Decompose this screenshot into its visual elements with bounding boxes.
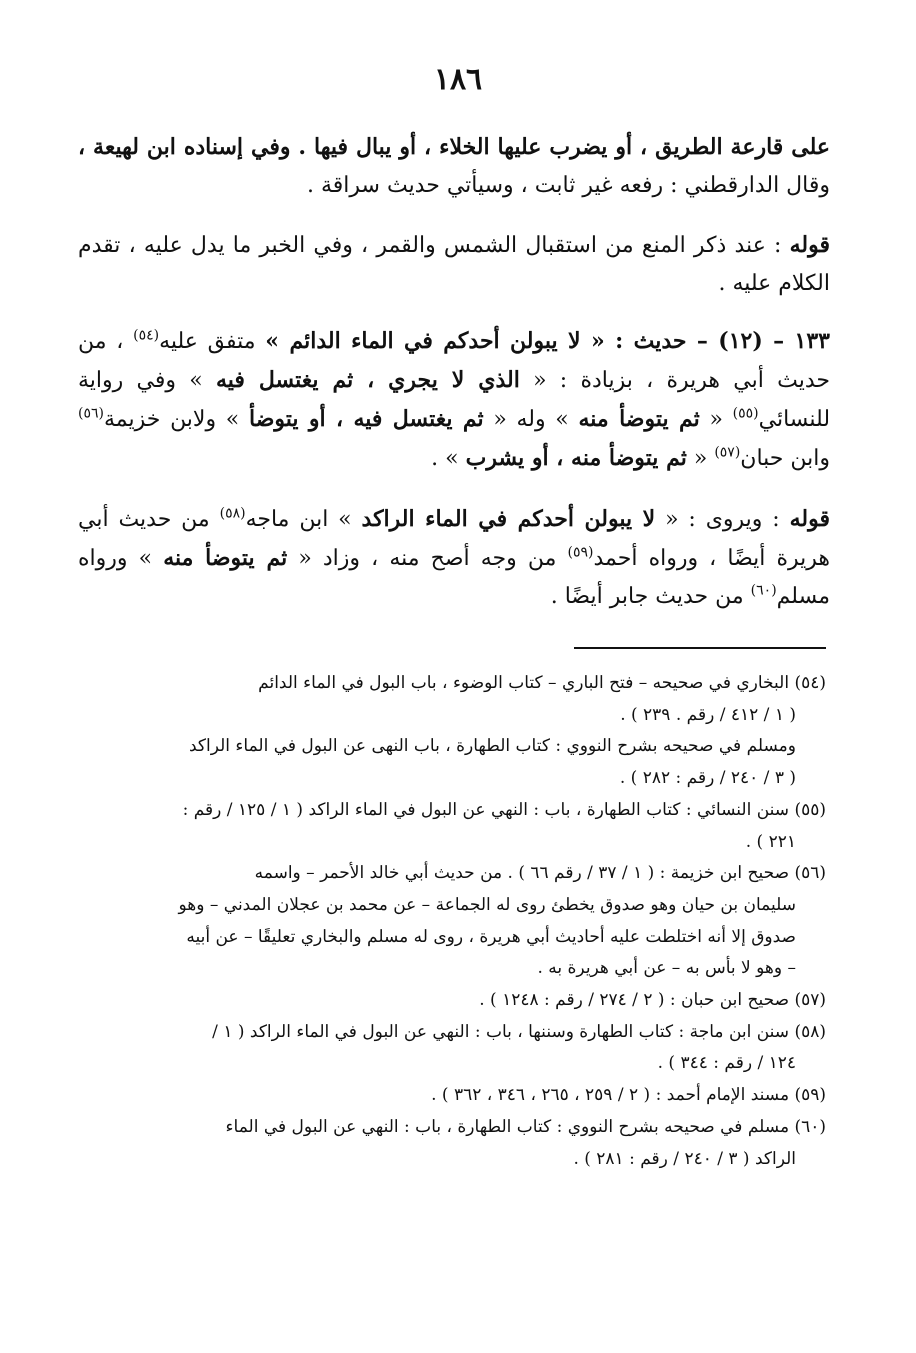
hadith-133-text: وابن حبان: [740, 446, 830, 471]
hadith-133-quote: ثم يتوضأ منه: [578, 406, 700, 432]
hadith-133-quote: ثم يتوضأ منه ، أو يشرب: [465, 445, 687, 471]
footnote-line: ( ٣ / ٢٤٠ / رقم : ٢٨٢ ) .: [619, 768, 796, 789]
paragraph-4-quote: ثم يتوضأ منه: [163, 545, 288, 571]
hadith-133-heading: ١٣٣ – (١٢) – حديث : « لا يبولن أحدكم في الماء الدائم »: [265, 328, 830, 354]
footnote-58: [78, 1017, 826, 1080]
page-number: ١٨٦: [433, 62, 483, 97]
footnote-ref-56: (٥٦): [78, 405, 104, 422]
paragraph-4-text: من حديث جابر أيضًا .: [550, 584, 744, 609]
hadith-133-text: ، من حديث أبي هريرة ، بزيادة : «: [78, 329, 830, 393]
footnote-ref-60: (٦٠): [750, 582, 777, 599]
footnote-line: (٥٩) مسند الإمام أحمد : ( ٢ / ٢٥٩ ، ٢٦٥ ، ٣٤٦ ، ٣٦٢ ) .: [431, 1085, 826, 1106]
footnotes: [78, 668, 826, 1175]
footnote-55: [78, 795, 826, 858]
hadith-133-text: متفق عليه: [159, 329, 256, 354]
paragraph-1-text: وقال الدارقطني : رفعه غير ثابت ، وسيأتي حديث سراقة .: [306, 173, 830, 198]
footnote-line: ( ١ / ٤١٢ / رقم . ٢٣٩ ) .: [620, 704, 796, 725]
hadith-133-text: » وفي رواية للنسائي: [78, 368, 831, 432]
footnote-line: (٥٨) سنن ابن ماجة : كتاب الطهارة وسننها ، باب : النهي عن البول في الماء الراكد ( ١ /: [212, 1021, 826, 1042]
paragraph-2: [78, 226, 830, 303]
footnote-56: [78, 858, 826, 985]
footnote-line: ومسلم في صحيحه بشرح النووي : كتاب الطهارة ، باب النهى عن البول في الماء الراكد: [188, 736, 796, 757]
hadith-133: [78, 322, 830, 478]
footnote-line: (٥٧) صحيح ابن حبان : ( ٢ / ٢٧٤ / رقم : ١٢٤٨ ) .: [479, 990, 826, 1011]
paragraph-4-text: من حديث أبي هريرة أيضًا ، ورواه أحمد: [78, 507, 831, 571]
footnote-line: (٥٦) صحيح ابن خزيمة : ( ١ / ٣٧ / رقم ٦٦ ) . من حديث أبي خالد الأحمر – واسمه: [254, 863, 826, 884]
paragraph-1: [78, 128, 830, 205]
footnote-line: ١٢٤ / رقم : ٣٤٤ ) .: [657, 1053, 796, 1074]
footnote-line: (٥٤) البخاري في صحيحه – فتح الباري – كتاب الوضوء ، باب البول في الماء الدائم: [258, 673, 826, 693]
paragraph-4-text: : ويروى : «: [665, 507, 780, 532]
hadith-133-text: «: [709, 407, 723, 432]
hadith-133-quote: الذي لا يجري ، ثم يغتسل فيه: [216, 367, 520, 393]
footnote-59: [78, 1080, 826, 1112]
footnote-ref-59: (٥٩): [567, 544, 594, 561]
hadith-133-text: » ولابن خزيمة: [103, 407, 240, 432]
paragraph-4-text: » ابن ماجه: [245, 507, 352, 532]
footnote-line: صدوق إلا أنه اختلطت عليه أحاديث أبي هريرة ، روى له مسلم والبخاري تعليقًا – عن أبيه: [186, 926, 796, 947]
paragraph-4-lead: قوله: [789, 506, 830, 532]
paragraph-4-quote: لا يبولن أحدكم في الماء الراكد: [361, 506, 656, 532]
footnote-ref-55: (٥٥): [732, 405, 759, 422]
footnote-ref-58: (٥٨): [219, 505, 246, 522]
hadith-133-text: » وله «: [493, 407, 569, 432]
footnote-line: – وهو لا بأس به – عن أبي هريرة به .: [537, 958, 796, 979]
paragraph-4: [78, 500, 830, 616]
footnote-line: (٥٥) سنن النسائي : كتاب الطهارة ، باب : النهي عن البول في الماء الراكد ( ١ / ١٢٥ / رقم :: [182, 799, 826, 820]
hadith-133-quote: ثم يغتسل فيه ، أو يتوضأ: [249, 406, 484, 432]
footnote-ref-54: (٥٤): [133, 327, 160, 344]
footnote-line: ٢٢١ ) .: [745, 831, 796, 852]
paragraph-4-text: من وجه أصح منه ، وزاد «: [298, 546, 557, 571]
footnote-separator: [574, 647, 826, 649]
hadith-133-text: «: [693, 446, 708, 471]
footnote-54: [78, 668, 826, 795]
footnote-line: سليمان بن حيان وهو صدوق يخطئ روى له الجماعة – عن محمد بن عجلان المدني – وهو: [178, 894, 796, 915]
paragraph-4-text: » ورواه مسلم: [78, 546, 830, 609]
footnote-ref-57: (٥٧): [714, 444, 741, 461]
hadith-133-text: » .: [431, 446, 459, 471]
footnote-57: [78, 985, 826, 1017]
paragraph-2-text: : عند ذكر المنع من استقبال الشمس والقمر ، وفي الخبر ما يدل عليه ، تقدم الكلام عليه .: [78, 233, 830, 296]
paragraph-1-bold: على قارعة الطريق ، أو يضرب عليها الخلاء ، أو يبال فيها . وفي إسناده ابن لهيعة ،: [78, 134, 830, 160]
footnote-60: [78, 1112, 826, 1175]
footnote-line: (٦٠) مسلم في صحيحه بشرح النووي : كتاب الطهارة ، باب : النهي عن البول في الماء: [225, 1116, 826, 1137]
footnote-line: الراكد ( ٣ / ٢٤٠ / رقم : ٢٨١ ) .: [573, 1148, 796, 1169]
paragraph-2-lead: قوله: [789, 232, 830, 258]
